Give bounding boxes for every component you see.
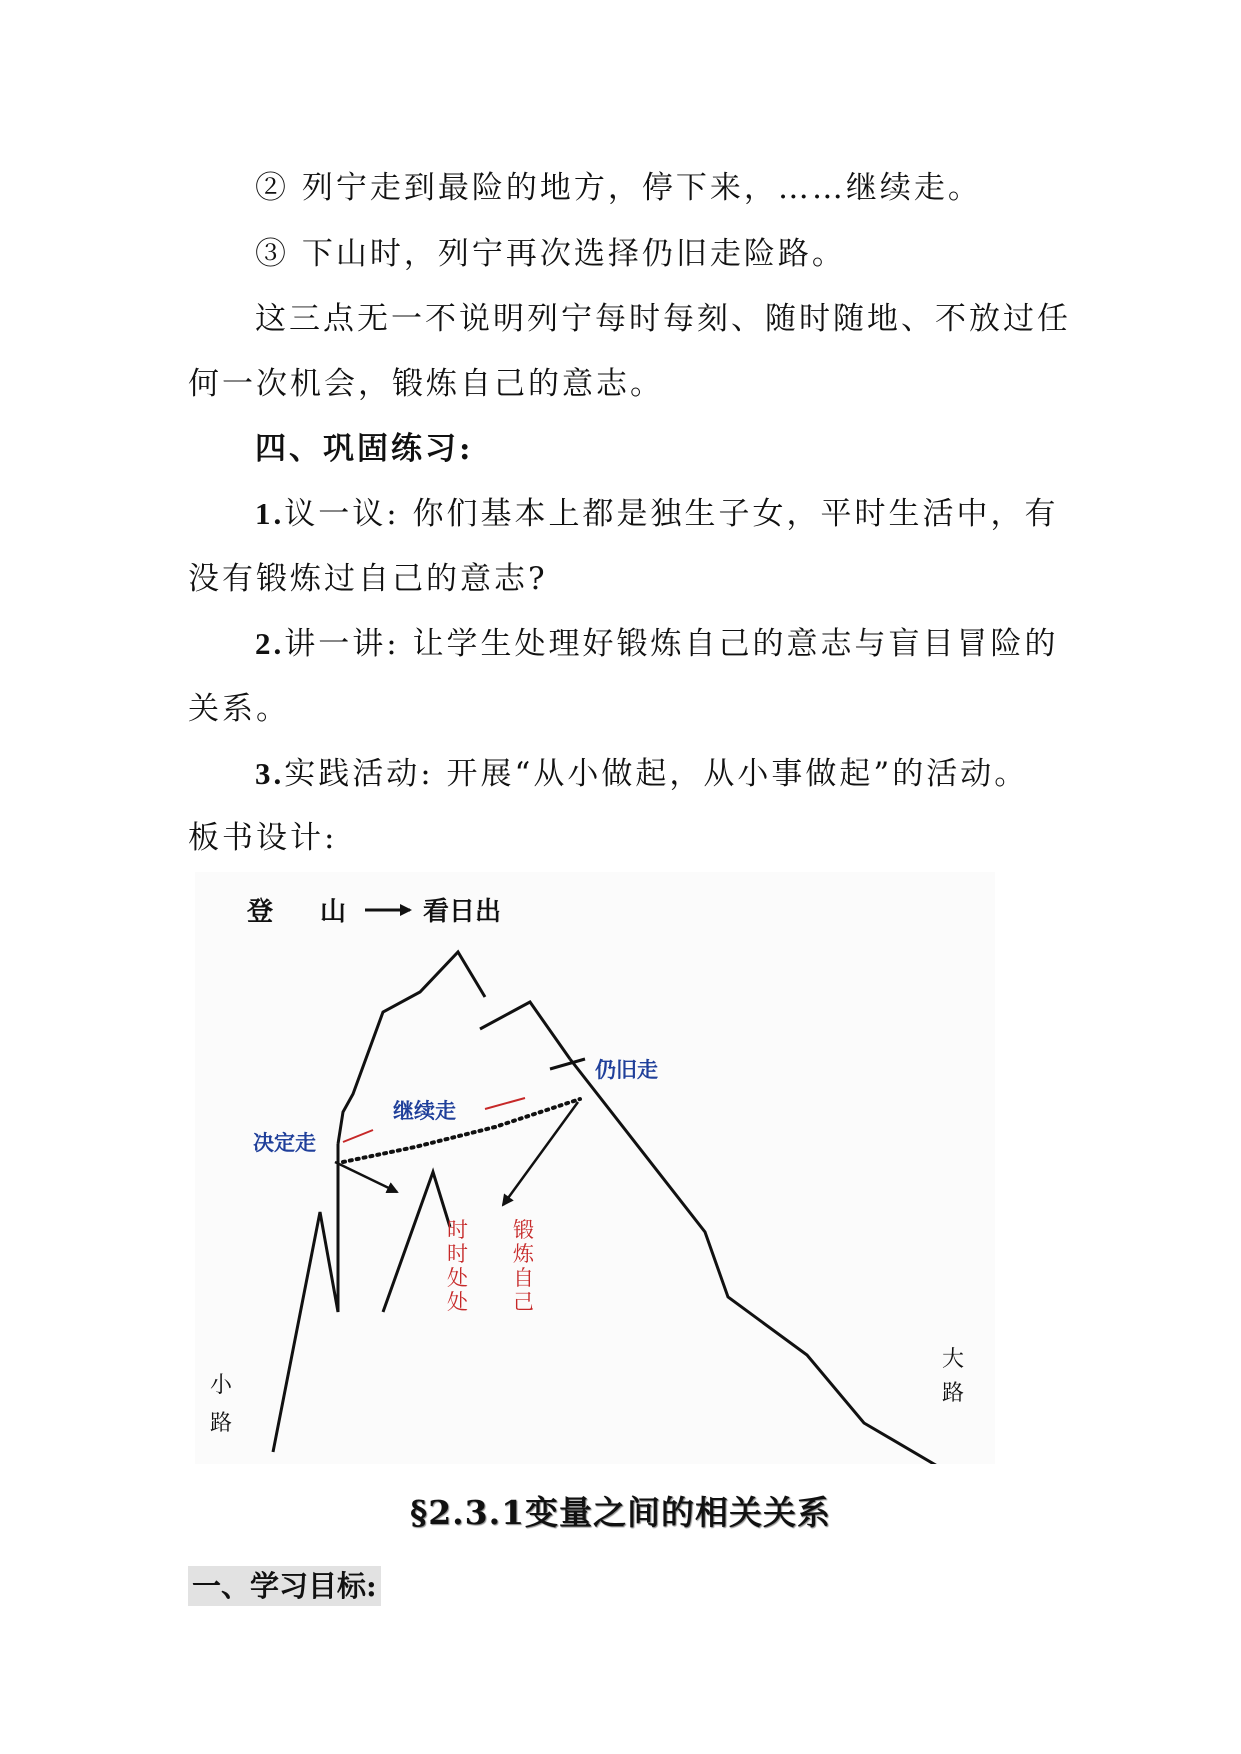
board-design-label: 板书设计: xyxy=(188,820,338,856)
vertical-shishi-2: 时 xyxy=(447,1242,468,1266)
mountain-right-ridge xyxy=(480,1002,570,1059)
item-number: 3. xyxy=(255,756,285,791)
vertical-duanlian-2: 炼 xyxy=(513,1242,534,1266)
item-number: 2. xyxy=(255,626,285,661)
vertical-shishi-1: 时 xyxy=(447,1218,468,1242)
dotted-path xyxy=(343,1099,580,1162)
board-design-diagram xyxy=(195,872,995,1464)
vertical-duanlian-3: 自 xyxy=(513,1266,534,1290)
inner-peak xyxy=(383,1172,450,1312)
item-text: 实践活动: 开展“从小做起，从小事做起”的活动。 xyxy=(284,756,1029,792)
label-deng: 登 xyxy=(247,897,274,927)
mountain-diagram xyxy=(195,872,995,1464)
learning-goals-heading: 一、学习目标: xyxy=(188,1566,381,1606)
label-small-road-1: 小 xyxy=(210,1373,233,1398)
practice-item-1 xyxy=(255,488,1059,533)
small-road-line xyxy=(273,1144,338,1452)
practice-item-1-cont: 没有锻炼过自己的意志? xyxy=(188,561,548,597)
paragraph-point-2: ② 列宁走到最险的地方，停下来，……继续走。 xyxy=(255,170,982,206)
practice-item-2 xyxy=(255,618,1059,663)
paragraph-summary-line-1: 这三点无一不说明列宁每时每刻、随时随地、不放过任 xyxy=(255,301,1071,337)
red-line-decide xyxy=(343,1130,373,1142)
item-text: 讲一讲: 让学生处理好锻炼自己的意志与盲目冒险的 xyxy=(284,626,1059,662)
arrow-to-shishichuchu xyxy=(335,1162,397,1192)
label-kanrichu: 看日出 xyxy=(423,897,502,927)
label-shan: 山 xyxy=(320,897,347,927)
label-still: 仍旧走 xyxy=(595,1057,658,1082)
section-heading-practice: 四、巩固练习: xyxy=(255,431,474,467)
vertical-duanlian-4: 己 xyxy=(513,1290,534,1314)
label-big-road-2: 路 xyxy=(942,1381,965,1406)
item-text: 议一议: 你们基本上都是独生子女，平时生活中，有 xyxy=(284,496,1059,532)
practice-item-3 xyxy=(255,748,1028,793)
label-continue: 继续走 xyxy=(393,1098,456,1123)
section-title: §2.3.1变量之间的相关关系 xyxy=(409,1493,832,1532)
vertical-shishi-3: 处 xyxy=(447,1266,468,1290)
paragraph-point-3: ③ 下山时，列宁再次选择仍旧走险路。 xyxy=(255,236,846,272)
vertical-shishi-4: 处 xyxy=(447,1290,468,1314)
arrow-to-duanlian xyxy=(503,1102,578,1205)
practice-item-2-cont: 关系。 xyxy=(188,691,290,727)
label-small-road-2: 路 xyxy=(210,1411,233,1436)
upper-inner-ridge xyxy=(550,1059,585,1069)
vertical-duanlian-1: 锻 xyxy=(513,1218,534,1242)
red-line-continue xyxy=(485,1098,525,1109)
item-number: 1. xyxy=(255,496,285,531)
label-big-road-1: 大 xyxy=(942,1347,965,1372)
big-road-line xyxy=(570,1059,985,1464)
label-decide: 决定走 xyxy=(253,1130,316,1155)
paragraph-summary-line-2: 何一次机会，锻炼自己的意志。 xyxy=(188,366,664,402)
